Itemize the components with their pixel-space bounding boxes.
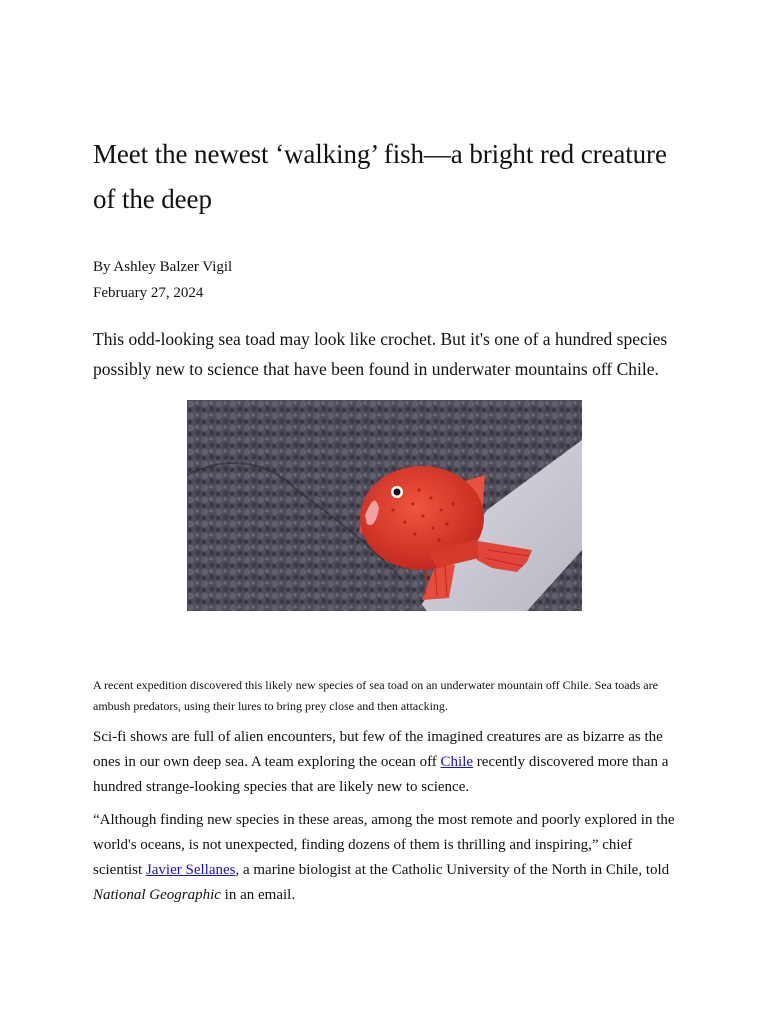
article-dek: This odd-looking sea toad may look like crochet. But it's one of a hundred species possibly new to science that have been found in underwater mountains off Chile. bbox=[93, 329, 668, 379]
article bbox=[93, 132, 683, 908]
article-date: February 27, 2024 bbox=[93, 285, 204, 301]
article-byline: By Ashley Balzer Vigil bbox=[93, 259, 233, 275]
link-chile[interactable]: Chile bbox=[440, 754, 474, 770]
article-headline: Meet the newest ‘walking’ fish—a bright red creature of the deep bbox=[93, 139, 667, 214]
paragraph-text: in an email. bbox=[220, 887, 296, 903]
body-paragraph-1 bbox=[93, 725, 683, 800]
paragraph-text: recently discovered more than a hundred strange-looking species that are likely new to science. bbox=[93, 754, 669, 795]
paragraph-text: , a marine biologist at the Catholic University of the North in Chile, told bbox=[235, 862, 670, 878]
sea-toad-photo bbox=[187, 400, 582, 611]
paragraph-text: “Although finding new species in these areas, among the most remote and poorly explored in the world's oceans, is not unexpected, finding dozens of them is thrilling and inspiring,” chief scientist bbox=[93, 812, 675, 878]
publication-name: National Geographic bbox=[93, 887, 221, 903]
photo-caption: A recent expedition discovered this likely new species of sea toad on an underwater mountain off Chile. Sea toads are ambush predators, using their lures to bring prey close and then attacking. bbox=[93, 678, 658, 713]
link-javier-sellanes[interactable]: Javier Sellanes bbox=[145, 862, 236, 878]
paragraph-text: Sci-fi shows are full of alien encounters, but few of the imagined creatures are as bizarre as the ones in our own deep sea. A team exploring the ocean off bbox=[93, 729, 663, 770]
body-paragraph-2 bbox=[93, 808, 683, 908]
